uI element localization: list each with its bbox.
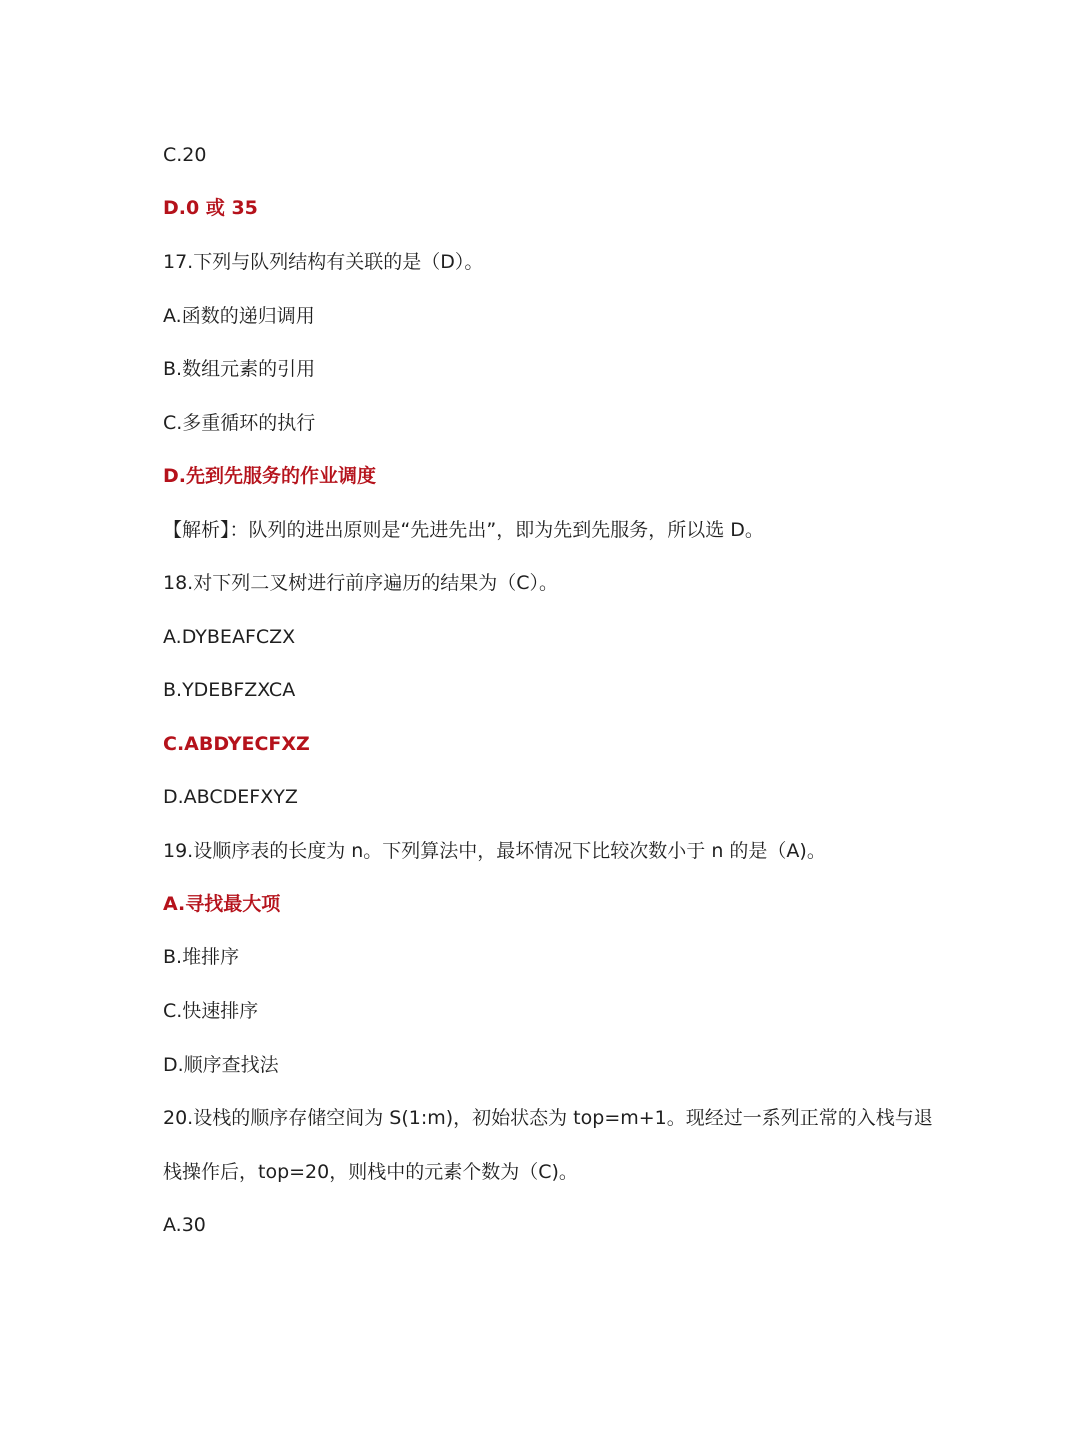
answer-option-d-prev: D.0 或 35 [163,197,258,219]
question-17: 17.下列与队列结构有关联的是（D）。 [163,251,484,273]
question-18-answer-option-c: C.ABDYECFXZ [163,733,310,755]
question-19-option-b: B.堆排序 [163,946,240,968]
question-19-option-c: C.快速排序 [163,1000,259,1022]
question-19-option-d: D.顺序查找法 [163,1054,279,1076]
question-17-answer-option-d: D.先到先服务的作业调度 [163,465,376,487]
question-17-explanation: 【解析】：队列的进出原则是“先进先出”，即为先到先服务，所以选 D。 [163,519,764,541]
question-18-option-b: B.YDEBFZXCA [163,679,296,701]
question-20-line-2: 栈操作后，top=20，则栈中的元素个数为（C)。 [163,1161,578,1183]
question-19-answer-option-a: A.寻找最大项 [163,893,281,915]
option-c-prev: C.20 [163,144,207,166]
question-20-line-1: 20.设栈的顺序存储空间为 S(1:m)，初始状态为 top=m+1。现经过一系列正常的入栈与退 [163,1107,933,1129]
question-18-option-d: D.ABCDEFXYZ [163,786,298,808]
question-19: 19.设顺序表的长度为 n。下列算法中，最坏情况下比较次数小于 n 的是（A)。 [163,840,826,862]
question-17-option-a: A.函数的递归调用 [163,305,315,327]
question-17-option-c: C.多重循环的执行 [163,412,316,434]
question-20-option-a: A.30 [163,1214,206,1236]
question-17-option-b: B.数组元素的引用 [163,358,316,380]
question-18: 18.对下列二叉树进行前序遍历的结果为（C）。 [163,572,558,594]
question-18-option-a: A.DYBEAFCZX [163,626,296,648]
